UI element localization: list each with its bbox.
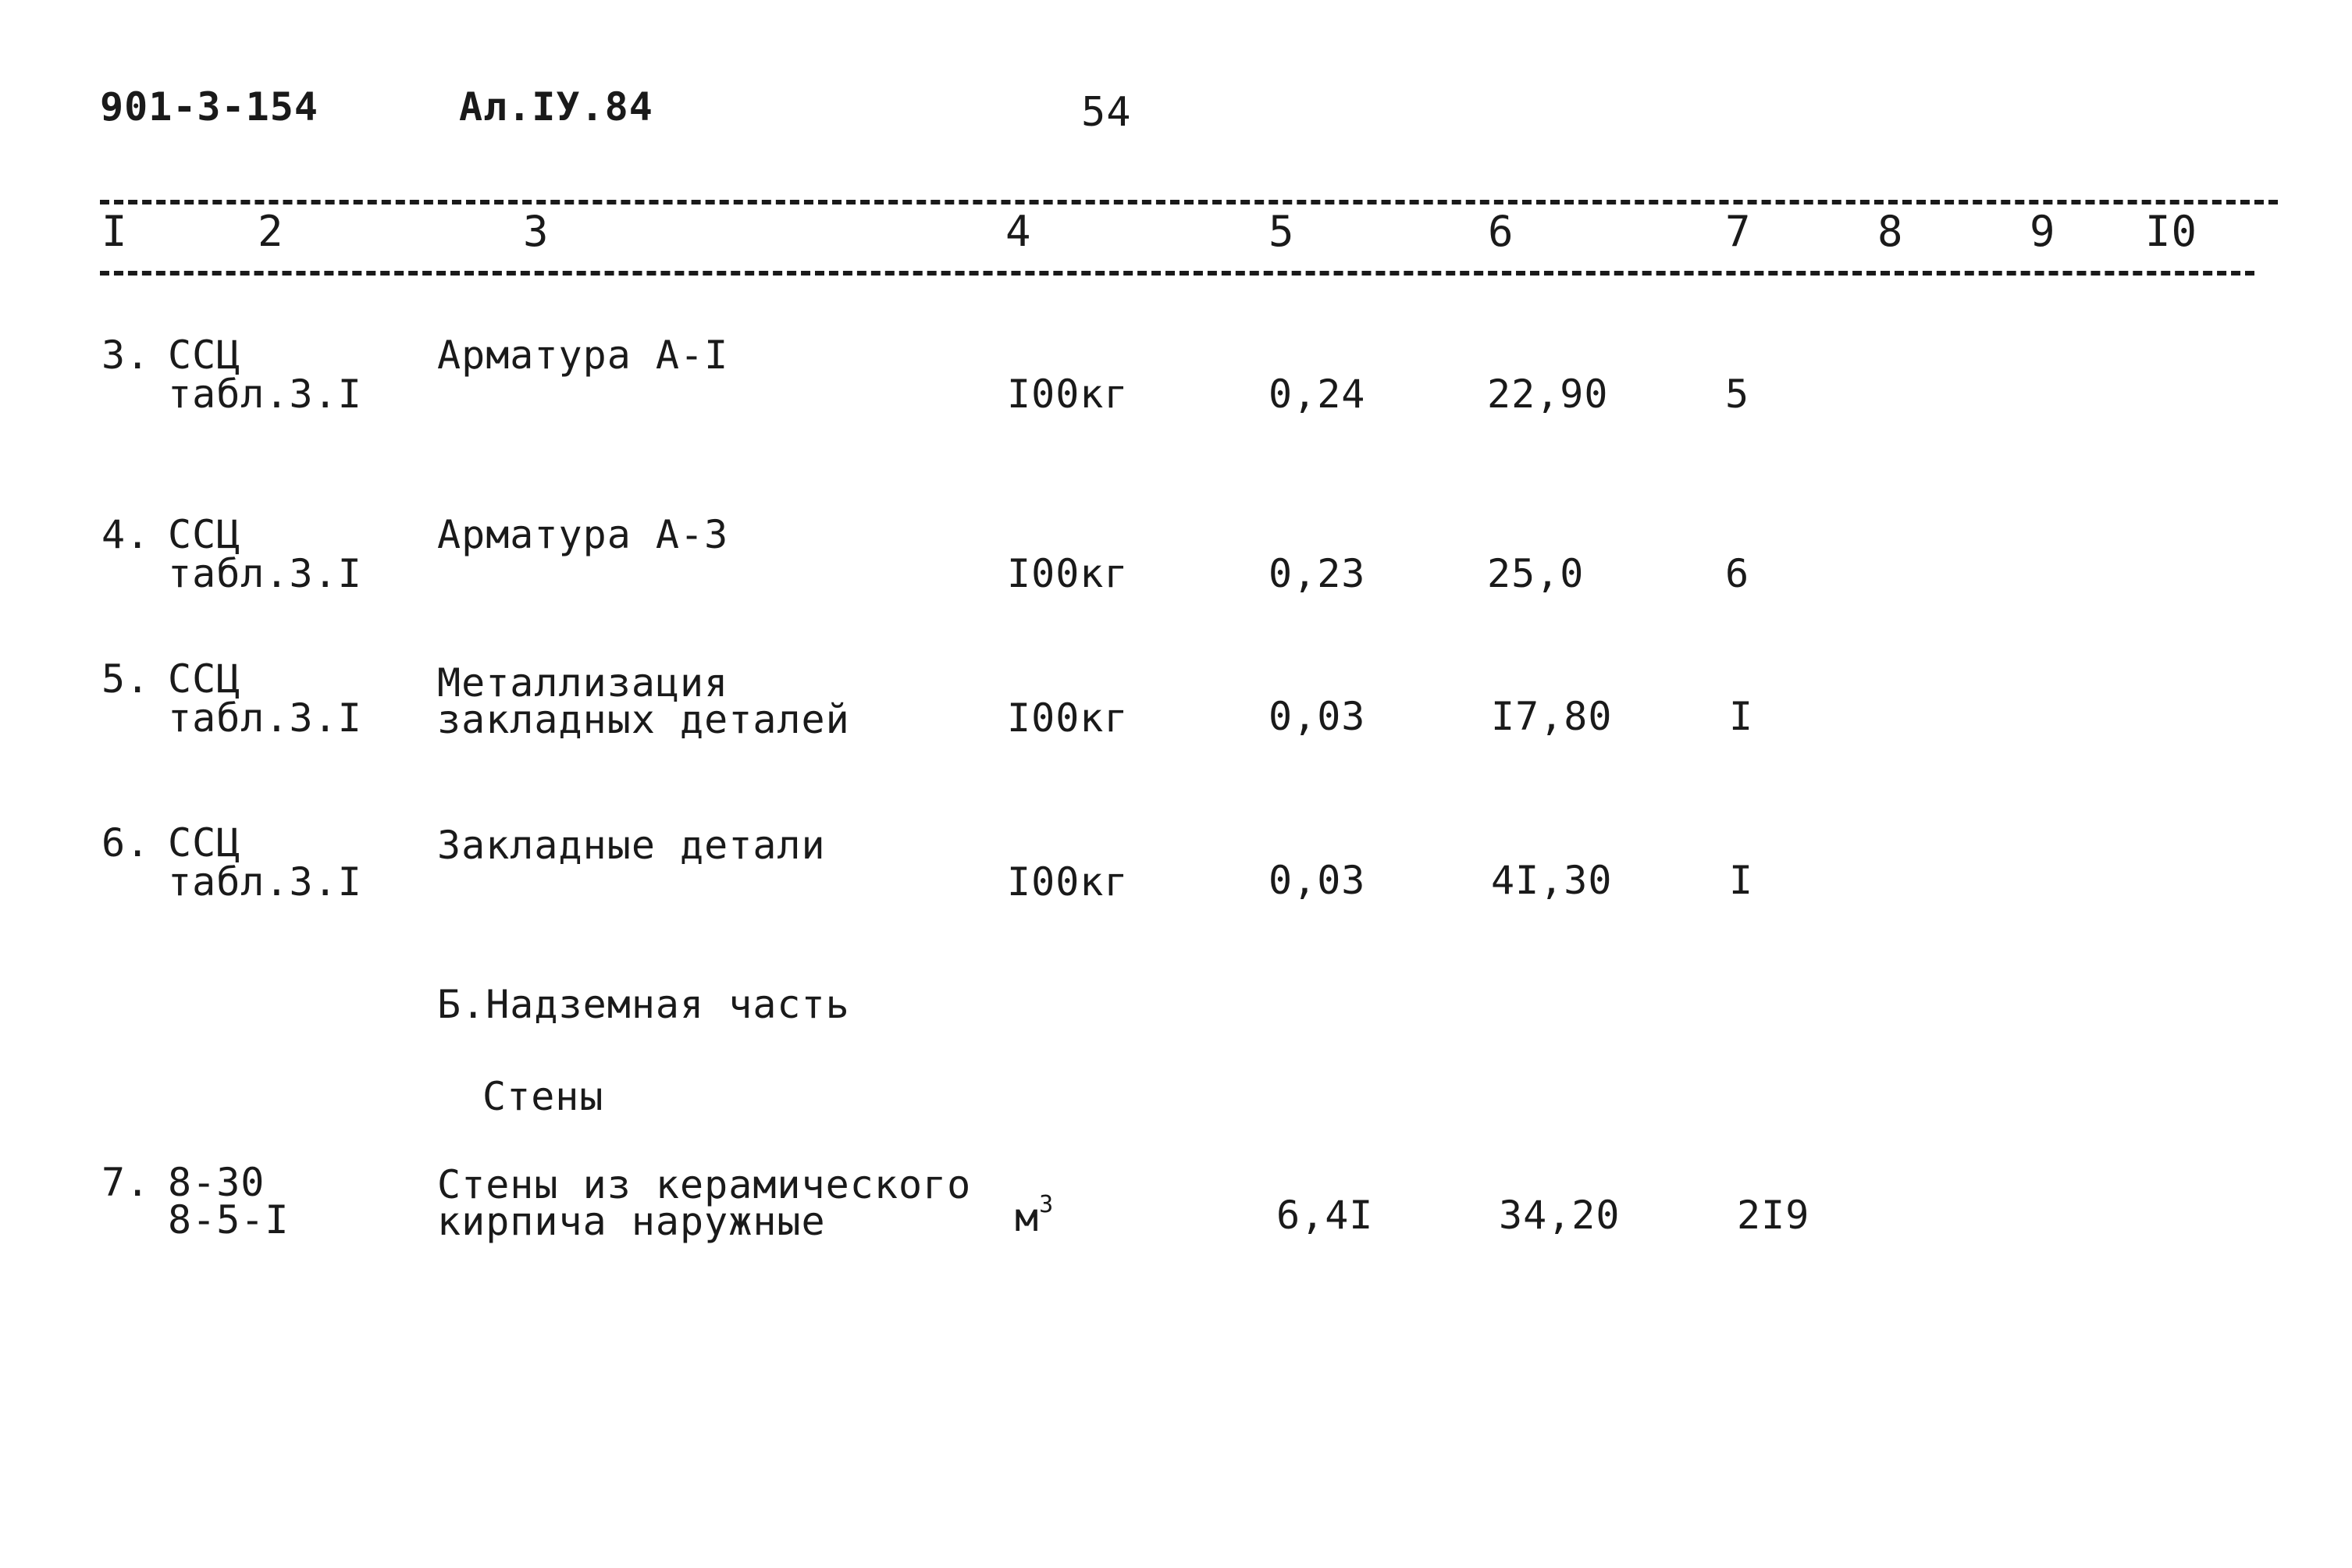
column-number-3: 3 <box>523 207 550 256</box>
total: 2I9 <box>1737 1193 1810 1238</box>
work-name-cont: кирпича наружные <box>437 1199 826 1244</box>
work-name: Арматура А-3 <box>437 512 729 557</box>
norm-code: ССЦ <box>168 656 241 702</box>
row-number: 6. <box>101 820 151 866</box>
column-number-2: 2 <box>258 207 284 256</box>
column-number-9: 9 <box>2030 207 2056 256</box>
norm-code: ССЦ <box>168 332 241 378</box>
column-number-6: 6 <box>1488 207 1514 256</box>
norm-table: табл.3.I <box>168 695 362 741</box>
norm-table: табл.3.I <box>168 372 362 417</box>
table-top-rule <box>100 200 2278 204</box>
quantity: 0,03 <box>1269 858 1366 903</box>
album-number: Ал.IУ.84 <box>459 84 653 130</box>
norm-code: 8-30 <box>168 1160 265 1205</box>
unit-base: м <box>1015 1195 1040 1240</box>
unit: I00кг <box>1007 551 1129 596</box>
work-name-cont: закладных деталей <box>437 697 850 742</box>
row-number: 7. <box>101 1160 151 1205</box>
column-number-1: I <box>101 207 128 256</box>
row-number: 4. <box>101 512 151 557</box>
norm-table: табл.3.I <box>168 551 362 596</box>
section-subtitle: Стены <box>482 1074 604 1119</box>
column-number-8: 8 <box>1877 207 1904 256</box>
column-number-7: 7 <box>1725 207 1752 256</box>
unit-price: I7,80 <box>1491 694 1613 739</box>
column-number-5: 5 <box>1269 207 1295 256</box>
quantity: 0,24 <box>1269 372 1366 417</box>
unit: I00кг <box>1007 372 1129 417</box>
page-number: 54 <box>1081 89 1132 136</box>
total: 5 <box>1725 372 1750 417</box>
unit-price: 34,20 <box>1499 1193 1621 1238</box>
unit-exponent: 3 <box>1039 1191 1055 1218</box>
norm-code: ССЦ <box>168 820 241 866</box>
total: I <box>1729 694 1754 739</box>
row-number: 3. <box>101 332 151 378</box>
unit-price: 25,0 <box>1487 551 1585 596</box>
unit <box>1015 1191 1055 1240</box>
column-number-4: 4 <box>1005 207 1032 256</box>
unit-price: 4I,30 <box>1491 858 1613 903</box>
total: I <box>1729 858 1754 903</box>
quantity: 6,4I <box>1276 1193 1374 1238</box>
quantity: 0,23 <box>1269 551 1366 596</box>
unit: I00кг <box>1007 859 1129 905</box>
norm-table: табл.3.I <box>168 859 362 905</box>
doc-code: 901-3-154 <box>100 84 318 130</box>
column-number-10: I0 <box>2145 207 2198 256</box>
work-name: Стены из керамического <box>437 1162 972 1207</box>
work-name: Закладные детали <box>437 823 826 868</box>
unit-price: 22,90 <box>1487 372 1609 417</box>
work-name: Металлизация <box>437 660 729 706</box>
unit: I00кг <box>1007 695 1129 741</box>
table-header-rule <box>100 271 2254 276</box>
row-number: 5. <box>101 656 151 702</box>
norm-code: ССЦ <box>168 512 241 557</box>
norm-table: 8-5-I <box>168 1197 290 1243</box>
quantity: 0,03 <box>1269 694 1366 739</box>
section-title: Б.Надземная часть <box>437 982 850 1027</box>
total: 6 <box>1725 551 1750 596</box>
work-name: Арматура А-I <box>437 332 729 378</box>
